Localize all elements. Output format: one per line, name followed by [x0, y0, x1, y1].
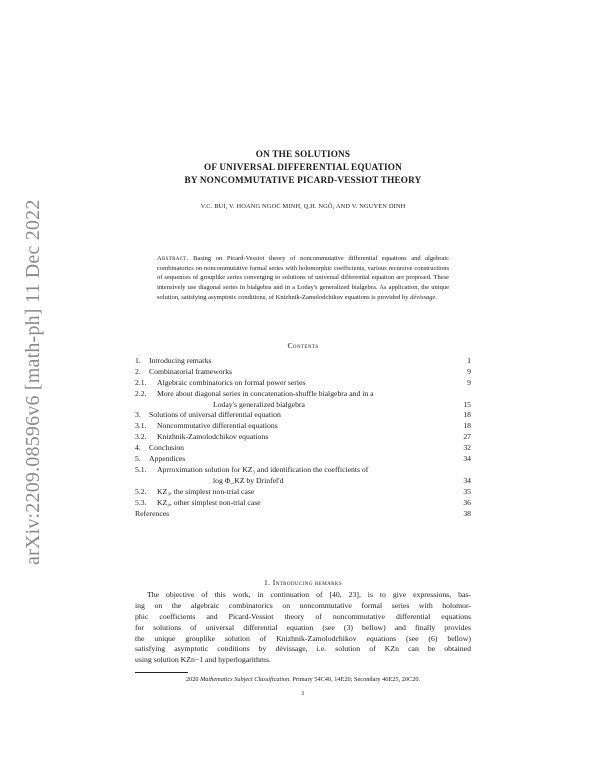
toc-page: 27 [463, 432, 471, 442]
toc-entry[interactable] [135, 498, 471, 509]
toc-label-continued: Loday's generalized bialgebra [213, 399, 305, 409]
page-number: 1 [301, 690, 305, 697]
paragraph-line: satisfying asymptotic conditions by dévissage, i.e. solution of KZn can be obtained [135, 644, 471, 654]
abstract [157, 254, 449, 303]
toc-entry-references[interactable] [135, 509, 471, 520]
toc-label: Appendices [149, 454, 186, 464]
toc-number: 2. [135, 366, 141, 376]
toc-page: 1 [467, 356, 471, 365]
toc-number: 1. [135, 356, 141, 365]
toc-page: 15 [463, 399, 471, 409]
toc-entry[interactable] [135, 432, 471, 443]
contents-heading: Contents [287, 341, 319, 350]
toc-page: 9 [467, 366, 471, 376]
footnote-rule [135, 672, 188, 673]
paragraph-line: ing on the algebraic combinatorics on noncommutative formal series with holomor- [135, 600, 471, 610]
toc-entry[interactable] [135, 465, 471, 487]
toc-label: KZ₄, other simplest non-trial case [157, 497, 261, 507]
title-line: ON THE SOLUTIONS [255, 149, 351, 159]
toc-number: 5.2. [135, 486, 147, 496]
toc-label: Aprroximation solution for KZ₃ and identification the coefficients of [157, 464, 369, 474]
toc-page: 18 [463, 410, 471, 420]
toc-entry[interactable] [135, 389, 471, 411]
table-of-contents [135, 356, 471, 519]
title-line: BY NONCOMMUTATIVE PICARD-VESSIOT THEORY [184, 175, 422, 185]
toc-page: 18 [463, 421, 471, 431]
toc-page: 38 [463, 508, 471, 518]
toc-number: 2.2. [135, 388, 147, 398]
abstract-text: Basing on Picard-Vessiot theory of noncommutative differential equations and algebraic combinatorics on noncommutative formal series with holomorphic coefficients, various recursive constructions of sequences of grouplike series converging to solutions of universal differential equation are proposed. These intensively use diagonal series in bialgebra and in a Loday's generalized bialgebra. As application, the unique solution, satisfying asymptotic conditions, of Knizhnik-Zamolodchikov equations is provided by [157, 255, 449, 301]
abstract-text-end: . [435, 293, 438, 301]
toc-label: KZ₃, the simplest non-trial case [157, 486, 255, 496]
footnote [135, 676, 471, 683]
toc-label: Knizhnik-Zamolodchikov equations [157, 432, 269, 442]
toc-entry[interactable] [135, 410, 471, 421]
paper-title [135, 148, 471, 187]
paragraph-line: for solutions of universal differential equation (see (3) bellow) and finally provides [135, 622, 471, 632]
toc-number: 5. [135, 454, 141, 464]
toc-number: 3.1. [135, 421, 147, 431]
toc-label: Conclusion [149, 443, 185, 453]
toc-number: 4. [135, 443, 141, 453]
toc-label: Combinatorial frameworks [149, 366, 233, 376]
abstract-text-italic: dévissage [410, 293, 436, 301]
toc-label: References [135, 508, 170, 518]
toc-entry[interactable] [135, 487, 471, 498]
authors: V.C. BUI, V. HOANG NGOC MINH, Q.H. NGÔ, AND V. NGUYEN DINH [200, 203, 406, 210]
toc-entry[interactable] [135, 367, 471, 378]
toc-page: 9 [467, 377, 471, 387]
abstract-label: Abstract. [157, 255, 189, 262]
toc-label-continued: log Φ_KZ by Drinfel'd [213, 475, 284, 485]
title-line: OF UNIVERSAL DIFFERENTIAL EQUATION [204, 162, 402, 172]
toc-entry[interactable] [135, 421, 471, 432]
footnote-year: 2020 [185, 676, 199, 683]
toc-entry[interactable] [135, 378, 471, 389]
toc-page: 34 [463, 475, 471, 485]
paragraph-line: phic coefficients and Picard-Vessiot theory of noncommutative differential equations [135, 611, 471, 621]
toc-label: Introducing remarks [149, 356, 212, 365]
paragraph-line: The objective of this work, in continuation of [40, 23], is to give expressions, bas- [147, 590, 471, 599]
toc-label: Noncommutative differential equations [157, 421, 278, 431]
toc-entry[interactable] [135, 454, 471, 465]
toc-label: Algebraic combinatorics on formal power series [157, 377, 306, 387]
toc-page: 32 [463, 443, 471, 453]
toc-page: 36 [463, 497, 471, 507]
footnote-text: Primary 54C40, 14E20; Secondary 46E25, 20C20. [292, 676, 421, 683]
toc-label: Solutions of universal differential equation [149, 410, 281, 420]
toc-number: 5.1. [135, 464, 147, 474]
toc-entry[interactable] [135, 356, 471, 367]
paragraph-line: the unique grouplike solution of Knizhnik-Zamolodchikov equations (see (6) bellow) [135, 633, 471, 643]
toc-page: 35 [463, 486, 471, 496]
section-heading: 1. Introducing remarks [263, 578, 343, 587]
toc-number: 2.1. [135, 377, 147, 387]
toc-number: 3.2. [135, 432, 147, 442]
toc-number: 5.3. [135, 497, 147, 507]
toc-entry[interactable] [135, 443, 471, 454]
toc-label: More about diagonal series in concatenation-shuffle bialgebra and in a [157, 388, 374, 398]
intro-paragraph [135, 590, 471, 666]
paragraph-line: using solution KZn−1 and hyperlogarithms. [135, 655, 271, 665]
footnote-label: Mathematics Subject Classification. [200, 676, 291, 683]
arxiv-identifier-stamp: arXiv:2209.08596v6 [math-ph] 11 Dec 2022 [22, 199, 44, 565]
toc-page: 34 [463, 454, 471, 464]
toc-number: 3. [135, 410, 141, 420]
